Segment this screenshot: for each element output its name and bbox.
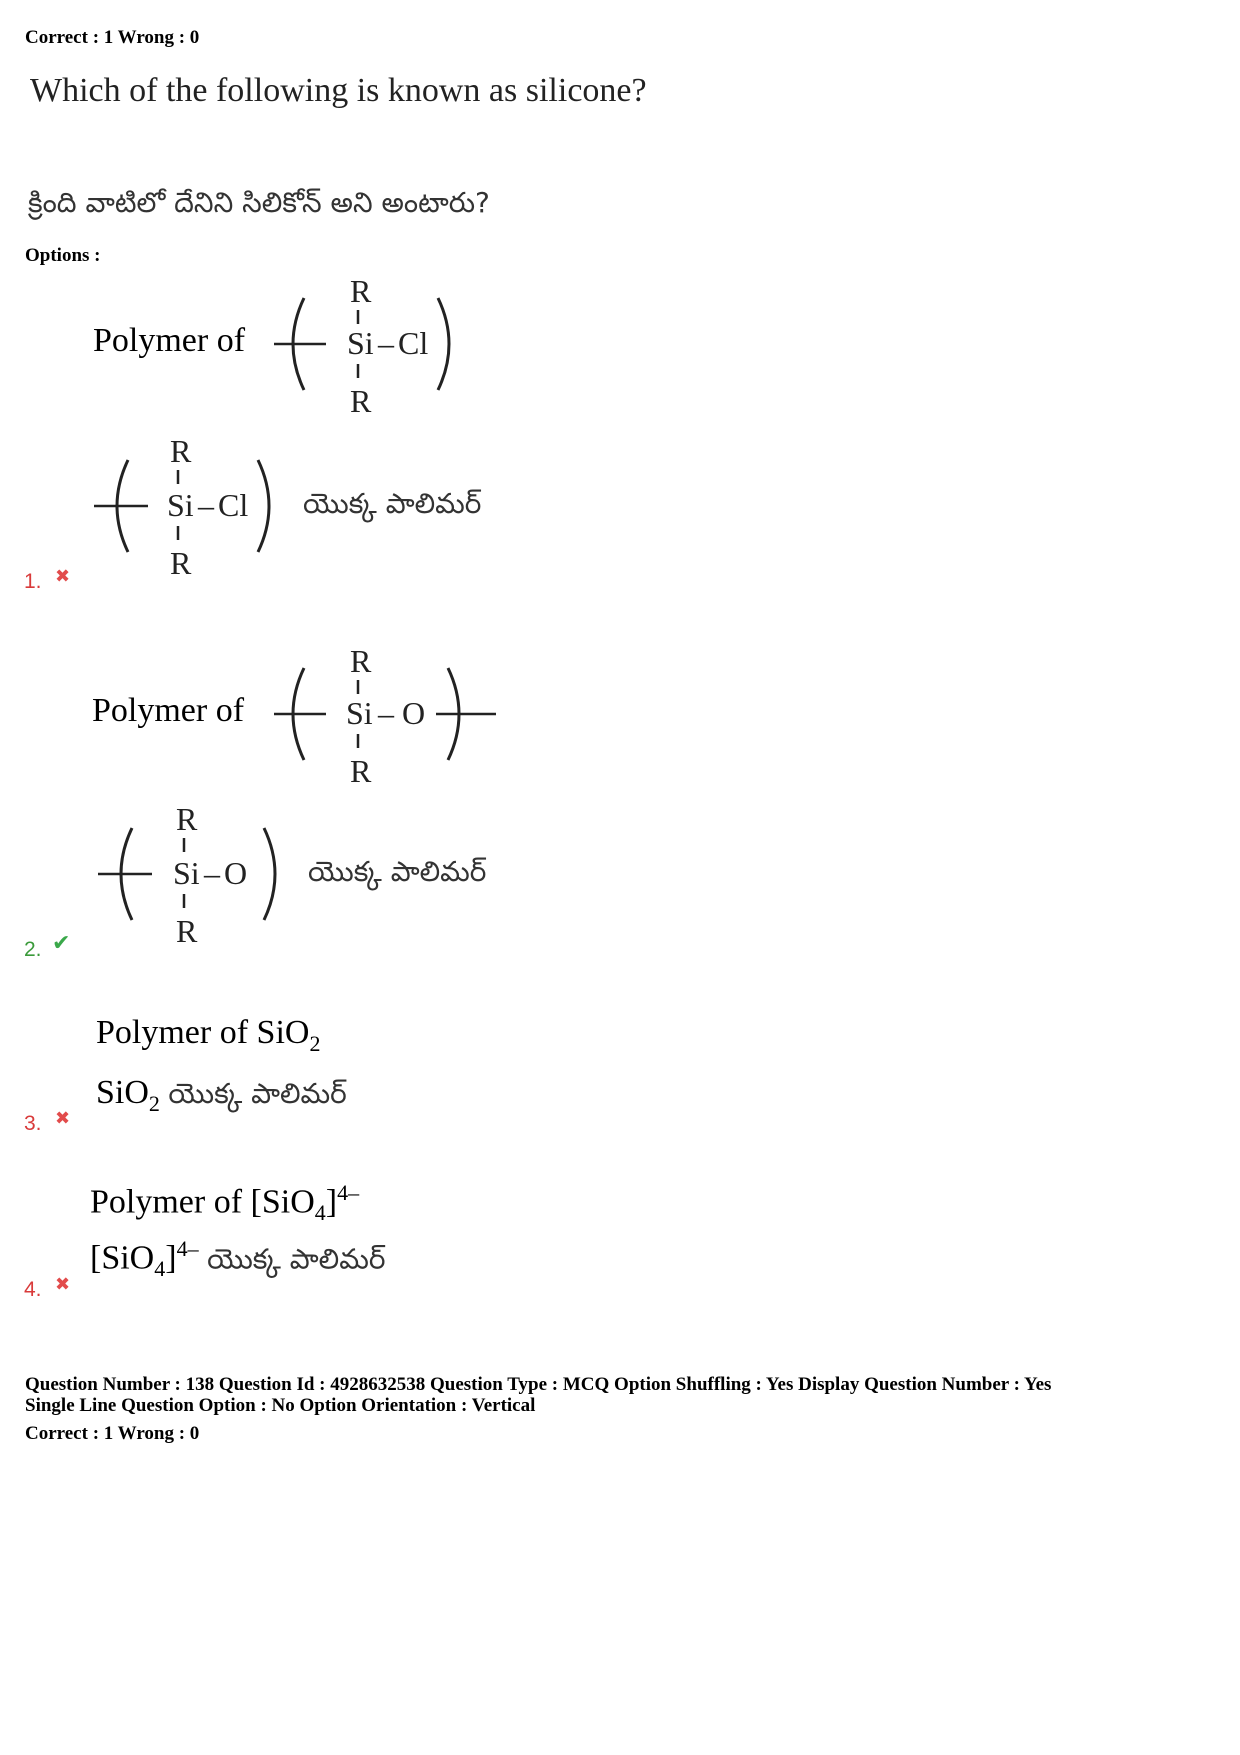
option-1-number: 1.: [24, 570, 42, 593]
option-3-telugu-subscript: 2: [148, 1090, 160, 1116]
option-2-telugu-suffix: యొక్క పాలిమర్: [308, 855, 487, 888]
option-3-english-prefix: Polymer of SiO: [96, 1014, 310, 1051]
option-2-en-r-top: R: [350, 643, 372, 679]
option-1-te-si: Si: [167, 487, 194, 523]
question-text-telugu: క్రింది వాటిలో దేనిని సిలికోన్ అని అంటారు?: [28, 186, 490, 219]
option-4-english: Polymer of $[SiO_4]^{4-}$: [90, 1180, 360, 1226]
option-2-te-si: Si: [173, 855, 200, 891]
score-summary: Correct : 1 Wrong : 0: [25, 27, 200, 48]
option-1-english-prefix: Polymer of: [93, 322, 246, 359]
option-4-telugu-superscript: 4–: [176, 1236, 199, 1261]
option-4-telugu-subscript: 4: [154, 1256, 166, 1282]
option-4-english-subscript: 4: [314, 1200, 326, 1226]
option-1-telugu-structure: [92, 428, 292, 578]
question-text-english: Which of the following is known as silicone?: [30, 72, 647, 109]
option-2-en-r-bottom: R: [350, 753, 372, 788]
option-4-telugu: $[SiO_4]^{4-}$ యొక్క పాలిమర్: [90, 1236, 386, 1282]
option-2-english-structure: [268, 638, 508, 788]
option-2-te-dash: –: [204, 855, 220, 891]
option-1-en-si: Si: [347, 325, 374, 361]
option-1-english-structure: [268, 268, 478, 418]
option-3-telugu-suffix: యొక్క పాలిమర్: [168, 1077, 347, 1110]
option-3-number: 3.: [24, 1112, 42, 1135]
option-1-en-r-bottom: R: [350, 383, 372, 418]
option-3-telugu-formula: SiO: [96, 1074, 149, 1111]
correct-check-icon: ✔: [52, 931, 71, 956]
option-2-te-r-bottom: R: [176, 913, 198, 946]
question-metadata-line-2: Single Line Question Option : No Option Orientation : Vertical: [25, 1395, 536, 1416]
option-2-number: 2.: [24, 938, 42, 961]
option-3-telugu: [96, 1074, 347, 1117]
option-2-en-si: Si: [346, 695, 373, 731]
option-2-te-group: O: [224, 855, 248, 891]
option-3-english: [96, 1014, 320, 1057]
option-2-en-group: O: [402, 695, 426, 731]
option-1-en-r-top: R: [350, 273, 372, 309]
option-1-te-r-bottom: R: [170, 545, 192, 578]
option-4-number: 4.: [24, 1278, 42, 1301]
option-1-en-group: Cl: [398, 325, 429, 361]
option-4-telugu-suffix: యొక్క పాలిమర్: [207, 1242, 386, 1276]
option-2-english-prefix: Polymer of: [92, 692, 245, 729]
option-1-te-r-top: R: [170, 433, 192, 469]
options-label: Options :: [25, 245, 101, 266]
option-2-en-dash: –: [378, 695, 394, 731]
question-metadata-line-1: Question Number : 138 Question Id : 4928632538 Question Type : MCQ Option Shuffling : Yes Display Question Number : Yes: [25, 1374, 1052, 1395]
option-2-te-r-top: R: [176, 801, 198, 837]
option-4-english-superscript: 4–: [337, 1180, 360, 1205]
wrong-icon: ✖: [55, 1274, 71, 1295]
wrong-icon: ✖: [55, 566, 71, 587]
option-3-english-subscript: 2: [309, 1030, 321, 1056]
option-1-te-group: Cl: [218, 487, 249, 523]
option-1-telugu-suffix: యొక్క పాలిమర్: [303, 487, 482, 520]
option-4-telugu-formula: [SiO: [90, 1239, 155, 1277]
next-score-summary: Correct : 1 Wrong : 0: [25, 1423, 200, 1444]
option-1-en-dash: –: [378, 325, 394, 361]
wrong-icon: ✖: [55, 1108, 71, 1129]
option-4-english-prefix: Polymer of [SiO: [90, 1183, 315, 1221]
option-1-te-dash: –: [198, 487, 214, 523]
option-2-telugu-structure: [96, 796, 296, 946]
